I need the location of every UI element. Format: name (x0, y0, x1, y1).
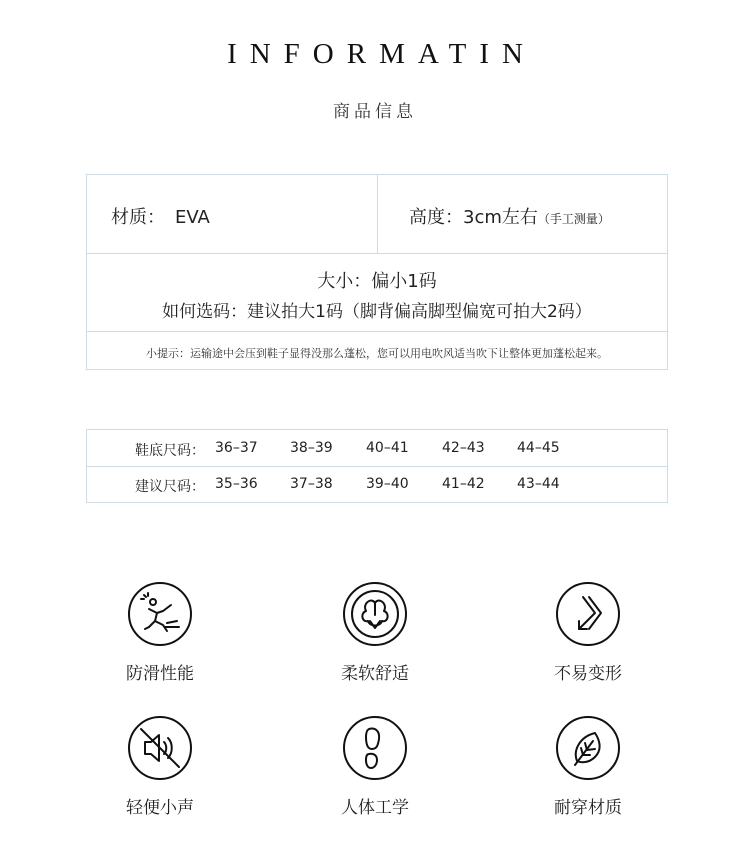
feature-label: 耐穿材质 (554, 798, 622, 818)
feature-durable (518, 715, 658, 818)
feature-quiet (90, 715, 230, 818)
feature-label: 不易变形 (554, 664, 622, 684)
size-fit-line: 大小：偏小1码 (317, 271, 437, 292)
size-cell: 38–39 (290, 440, 333, 456)
feature-label: 轻便小声 (126, 798, 194, 818)
size-cell: 44–45 (517, 440, 560, 456)
shoe-size-label: 鞋底尺码： (135, 443, 205, 459)
size-cell: 40–41 (366, 440, 409, 456)
anti-slip-icon (127, 581, 193, 647)
feature-soft (305, 581, 445, 684)
height-cell (378, 175, 668, 253)
tip-text: 小提示：运输途中会压到鞋子显得没那么蓬松，您可以用电吹风适当吹下让整体更加蓬松起来。 (146, 347, 608, 360)
size-chart (86, 429, 668, 503)
divider (87, 331, 667, 332)
feature-label: 防滑性能 (126, 664, 194, 684)
shoe-size-row (87, 430, 667, 466)
size-cell: 36–37 (215, 440, 258, 456)
material-value: EVA (175, 207, 210, 228)
material-cell (87, 175, 378, 253)
feature-no-deform (518, 581, 658, 684)
feature-ergonomic (305, 715, 445, 818)
page-title: INFORMATIN (227, 38, 536, 70)
size-cell: 41–42 (442, 476, 485, 492)
size-cell: 39–40 (366, 476, 409, 492)
leaf-icon (555, 715, 621, 781)
page-subtitle: 商品信息 (333, 102, 417, 122)
info-row-top (87, 175, 667, 254)
size-cell: 43–44 (517, 476, 560, 492)
size-cell: 42–43 (442, 440, 485, 456)
height-note: （手工测量） (537, 212, 610, 226)
height-value: 3cm左右 (463, 207, 538, 228)
bend-arrow-icon (555, 581, 621, 647)
recommended-size-row (87, 466, 667, 502)
cotton-icon (342, 581, 408, 647)
height-label: 高度： (409, 207, 463, 228)
info-table (86, 174, 668, 370)
material-label: 材质： (111, 207, 165, 228)
mute-speaker-icon (127, 715, 193, 781)
recommended-size-label: 建议尺码： (135, 479, 205, 495)
feature-label: 柔软舒适 (341, 664, 409, 684)
footprint-icon (342, 715, 408, 781)
feature-label: 人体工学 (341, 798, 409, 818)
size-cell: 37–38 (290, 476, 333, 492)
feature-anti-slip (90, 581, 230, 684)
size-cell: 35–36 (215, 476, 258, 492)
size-advice-line: 如何选码：建议拍大1码（脚背偏高脚型偏宽可拍大2码） (162, 302, 592, 322)
